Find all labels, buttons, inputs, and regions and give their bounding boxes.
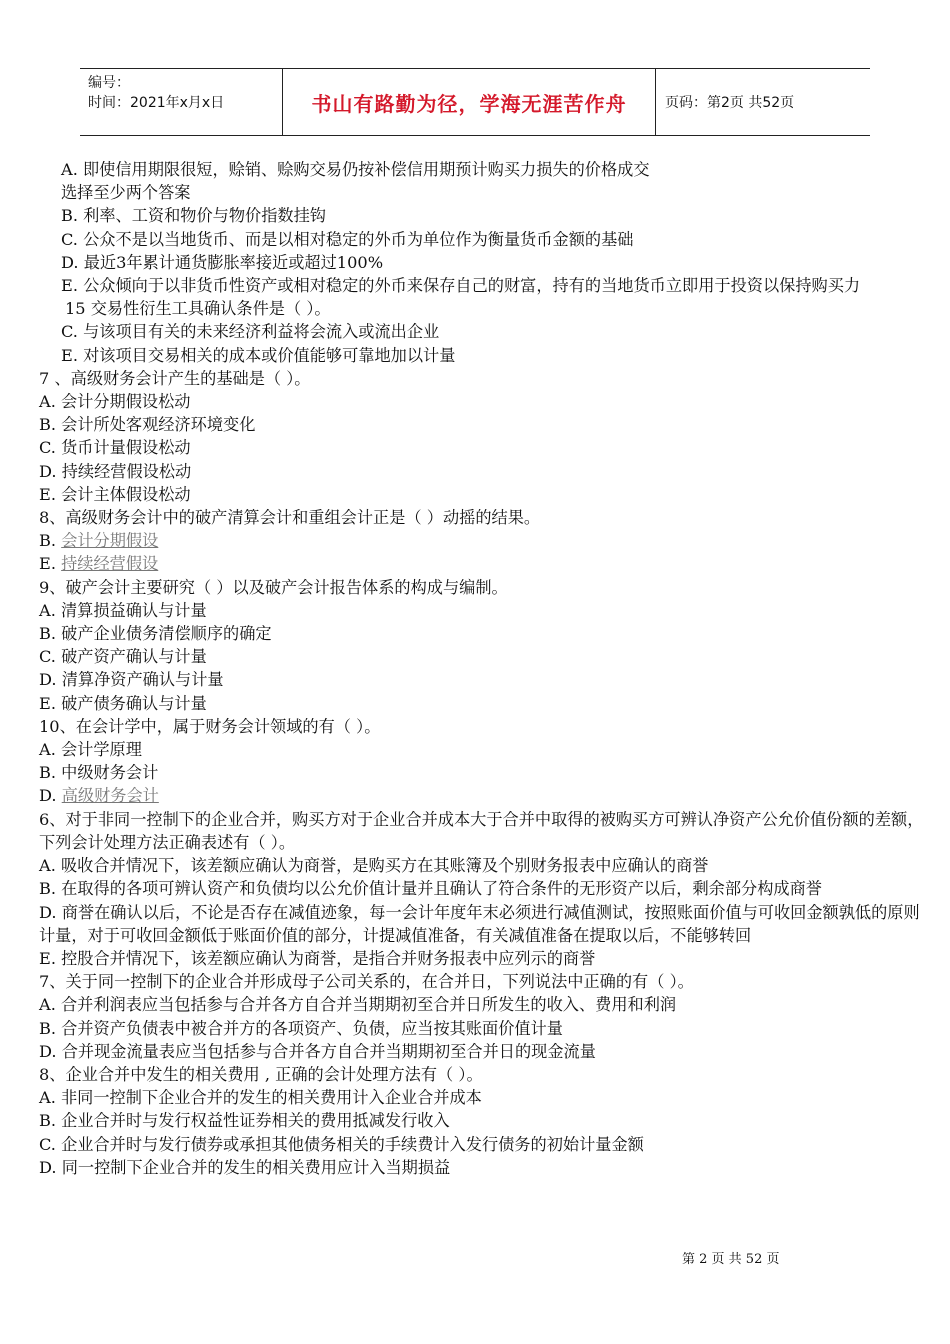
- text-line: [24, 947, 928, 970]
- hyperlink-text[interactable]: 持续经营假设: [61, 554, 159, 574]
- line-text: 6、对于非同一控制下的企业合并，购买方对于企业合并成本大于合并中取得的被购买方可辨认净资产公允价值份额的差额，下列会计处理方法正确表述有（ ）。: [39, 809, 924, 852]
- header-meta: [80, 69, 282, 135]
- text-line: [24, 1109, 928, 1132]
- line-text: D. 合并现金流量表应当包括参与合并各方自合并当期期初至合并日的现金流量: [39, 1041, 596, 1061]
- line-text: A. 吸收合并情况下，该差额应确认为商誉，是购买方在其账簿及个别财务报表中应确认的商誉: [39, 856, 709, 876]
- text-line: [24, 645, 928, 668]
- line-text: A. 会计学原理: [39, 740, 142, 760]
- line-text: B. 企业合并时与发行权益性证券相关的费用抵减发行收入: [39, 1111, 450, 1131]
- text-line: [24, 506, 928, 529]
- document-time: 时间：2021年x月x日: [88, 95, 225, 111]
- text-line: [24, 344, 928, 367]
- text-line: [24, 738, 928, 761]
- hyperlink-text[interactable]: 高级财务会计: [61, 786, 159, 806]
- line-text: E. 对该项目交易相关的成本或价值能够可靠地加以计量: [61, 345, 456, 365]
- text-line: [24, 320, 928, 343]
- line-text: B. 在取得的各项可辨认资产和负债均以公允价值计量并且确认了符合条件的无形资产以后，剩余部分构成商誉: [39, 879, 822, 899]
- line-text: B. 破产企业债务清偿顺序的确定: [39, 624, 272, 644]
- line-text: 7 、高级财务会计产生的基础是（ ）。: [39, 368, 311, 388]
- text-line: [24, 181, 928, 204]
- line-text: D. 同一控制下企业合并的发生的相关费用应计入当期损益: [39, 1157, 451, 1177]
- line-text: A. 会计分期假设松动: [39, 392, 191, 412]
- page-header: [80, 68, 870, 136]
- line-text: A. 即使信用期限很短，赊销、赊购交易仍按补偿信用期预计购买力损失的价格成交: [61, 160, 650, 179]
- text-line: [24, 854, 928, 877]
- line-text: 8、高级财务会计中的破产清算会计和重组会计正是（ ）动摇的结果。: [39, 508, 541, 528]
- line-text: 选择至少两个答案: [61, 183, 191, 203]
- text-line: [24, 228, 928, 251]
- text-line: [24, 993, 928, 1016]
- text-line: [24, 901, 928, 947]
- line-text: B. 会计所处客观经济环境变化: [39, 415, 256, 435]
- line-text: D. 最近3年累计通货膨胀率接近或超过100%: [61, 252, 384, 272]
- text-line: [24, 413, 928, 436]
- text-line: [24, 297, 928, 320]
- line-text: C. 与该项目有关的未来经济利益将会流入或流出企业: [61, 322, 440, 342]
- line-text: D. 持续经营假设松动: [39, 461, 192, 481]
- text-line: [24, 715, 928, 738]
- text-line: [24, 1133, 928, 1156]
- text-line: [24, 529, 928, 552]
- text-line: [24, 274, 928, 297]
- text-line: [24, 761, 928, 784]
- document-number-label: 编号：: [88, 75, 130, 91]
- line-text: 10、在会计学中，属于财务会计领域的有（ ）。: [39, 716, 381, 736]
- line-text: 9、破产会计主要研究（ ）以及破产会计报告体系的构成与编制。: [39, 577, 508, 597]
- text-line: [24, 877, 928, 900]
- text-line: [24, 1156, 928, 1179]
- line-text: B. 利率、工资和物价与物价指数挂钩: [61, 206, 326, 226]
- text-line: [24, 599, 928, 622]
- text-line: [24, 784, 928, 807]
- text-line: [24, 367, 928, 390]
- text-line: [24, 251, 928, 274]
- line-text: D. 商誉在确认以后，不论是否存在减值迹象，每一会计年度年末必须进行减值测试，按照账面价值与可收回金额孰低的原则计量，对于可收回金额低于账面价值的部分，计提减值准备，有关减值准备在提取以后，不能够转回: [39, 902, 920, 945]
- page-footer: 第 2 页 共 52 页: [682, 1252, 780, 1267]
- line-text: D. 清算净资产确认与计量: [39, 670, 224, 690]
- line-text: B.: [39, 531, 62, 551]
- line-text: C. 企业合并时与发行债券或承担其他债务相关的手续费计入发行债务的初始计量金额: [39, 1134, 644, 1154]
- text-line: [24, 436, 928, 459]
- text-line: [24, 1063, 928, 1086]
- line-text: A. 合并利润表应当包括参与合并各方自合并当期期初至合并日所发生的收入、费用和利润: [39, 995, 677, 1015]
- line-text: E. 破产债务确认与计量: [39, 693, 207, 713]
- line-text: C. 破产资产确认与计量: [39, 647, 207, 667]
- text-line: [24, 204, 928, 227]
- text-line: [24, 576, 928, 599]
- text-line: [24, 970, 928, 993]
- text-line: [24, 460, 928, 483]
- document-body: [24, 158, 928, 1179]
- text-line: [24, 622, 928, 645]
- text-line: [24, 668, 928, 691]
- line-text: C. 货币计量假设松动: [39, 438, 191, 458]
- line-text: D.: [39, 786, 62, 806]
- header-page-info: 页码：第2页 共52页: [665, 95, 795, 111]
- line-text: 8、企业合并中发生的相关费用 , 正确的会计处理方法有（ ）。: [39, 1064, 483, 1084]
- line-text: 15 交易性衍生工具确认条件是（ ）。: [65, 299, 331, 319]
- line-text: E. 会计主体假设松动: [39, 484, 191, 504]
- text-line: [24, 483, 928, 506]
- text-line: [24, 1040, 928, 1063]
- line-text: E. 公众倾向于以非货币性资产或相对稳定的外币来保存自己的财富，持有的当地货币立即用于投资以保持购买力: [61, 276, 861, 296]
- line-text: E.: [39, 554, 62, 574]
- line-text: B. 中级财务会计: [39, 763, 159, 783]
- text-line: [24, 1086, 928, 1109]
- hyperlink-text[interactable]: 会计分期假设: [61, 531, 159, 551]
- text-line: [24, 552, 928, 575]
- text-line: [24, 390, 928, 413]
- line-text: A. 清算损益确认与计量: [39, 600, 207, 620]
- line-text: C. 公众不是以当地货币、而是以相对稳定的外币为单位作为衡量货币金额的基础: [61, 229, 634, 249]
- text-line: [24, 1017, 928, 1040]
- text-line: [24, 692, 928, 715]
- line-text: 7、关于同一控制下的企业合并形成母子公司关系的，在合并日，下列说法中正确的有（ ）。: [39, 972, 694, 992]
- text-line: [24, 808, 928, 854]
- line-text: E. 控股合并情况下，该差额应确认为商誉，是指合并财务报表中应列示的商誉: [39, 948, 596, 968]
- line-text: A. 非同一控制下企业合并的发生的相关费用计入企业合并成本: [39, 1088, 482, 1108]
- text-line: [24, 158, 928, 181]
- header-motto: 书山有路勤为径，学海无涯苦作舟: [282, 69, 656, 135]
- line-text: B. 合并资产负债表中被合并方的各项资产、负债，应当按其账面价值计量: [39, 1018, 563, 1038]
